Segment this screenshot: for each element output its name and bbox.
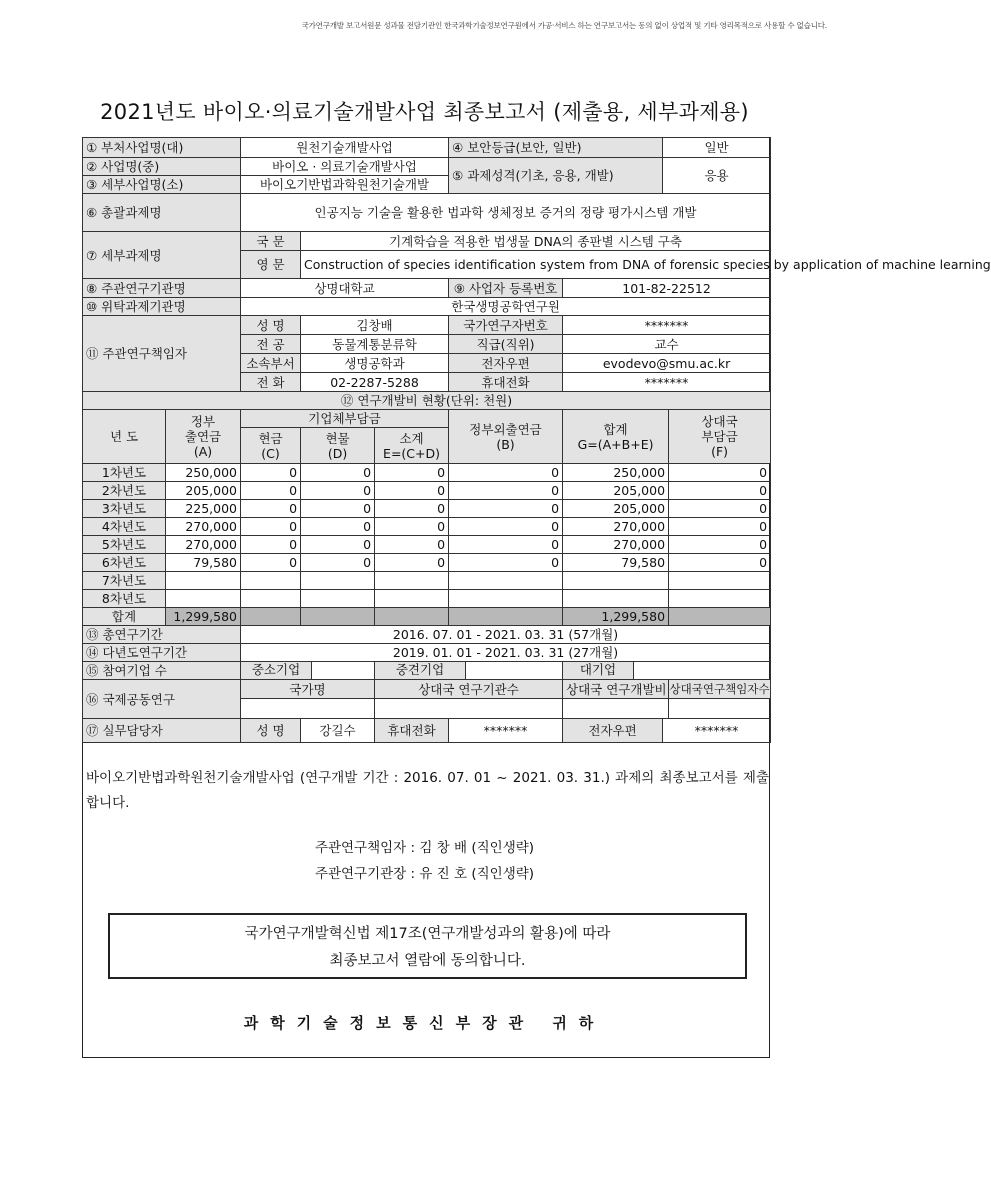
consent-box xyxy=(108,913,747,979)
budget-in-kind: 0 xyxy=(301,554,375,572)
value-lead-institution: 상명대학교 xyxy=(241,279,449,298)
budget-in-kind: 0 xyxy=(301,500,375,518)
label-large: 대기업 xyxy=(563,662,634,679)
budget-row xyxy=(83,518,771,536)
label-contact-email: 전자우편 xyxy=(563,719,663,743)
budget-subtotal: 0 xyxy=(375,536,449,554)
label-pi-department: 소속부서 xyxy=(241,354,301,373)
head-signature-line: 주관연구기관장 : 유 진 호 (직인생략) xyxy=(314,866,535,882)
label-pi-email: 전자우편 xyxy=(449,354,563,373)
label-pi-mobile: 휴대전화 xyxy=(449,373,563,392)
budget-gov: 270,000 xyxy=(166,518,241,536)
budget-in-kind: 0 xyxy=(301,464,375,482)
budget-subtotal: 0 xyxy=(375,500,449,518)
budget-gov: 205,000 xyxy=(166,482,241,500)
value-security-grade: 일반 xyxy=(663,138,771,158)
budget-year: 4차년도 xyxy=(83,518,166,536)
label-sme: 중소기업 xyxy=(241,662,312,679)
budget-section-title: ⑫ 연구개발비 현황(단위: 천원) xyxy=(83,392,771,410)
label-security-grade: ④ 보안등급(보안, 일반) xyxy=(449,138,663,158)
budget-non-gov xyxy=(449,572,563,590)
budget-cash: 0 xyxy=(241,464,301,482)
consent-line-2: 최종보고서 열람에 동의합니다. xyxy=(329,953,526,969)
label-total-period: ⑬ 총연구기간 xyxy=(83,626,241,644)
budget-cash: 0 xyxy=(241,518,301,536)
value-project-nature: 응용 xyxy=(663,158,771,194)
value-pi-mobile: ******* xyxy=(563,373,771,392)
label-contact-person: ⑰ 실무담당자 xyxy=(83,719,241,743)
pi-signature-line: 주관연구책임자 : 김 창 배 (직인생략) xyxy=(314,840,535,856)
budget-year: 8차년도 xyxy=(83,590,166,608)
value-contact-mobile: ******* xyxy=(449,719,563,743)
label-overall-project: ⑥ 총괄과제명 xyxy=(83,194,241,232)
label-korean-title: 국 문 xyxy=(241,232,301,251)
label-project-nature: ⑤ 과제성격(기초, 응용, 개발) xyxy=(449,158,663,194)
header-partner-pis: 상대국연구책임자수 xyxy=(669,680,771,699)
label-international-research: ⑯ 국제공동연구 xyxy=(83,680,241,719)
budget-subtotal xyxy=(375,590,449,608)
large-count-cell xyxy=(563,662,771,680)
budget-total: 205,000 xyxy=(563,482,669,500)
label-contact-mobile: 휴대전화 xyxy=(375,719,449,743)
budget-row xyxy=(83,500,771,518)
label-pi-phone: 전 화 xyxy=(241,373,301,392)
budget-non-gov: 0 xyxy=(449,482,563,500)
copyright-notice: 국가연구개발 보고서원문 성과물 전담기관인 한국과학기술정보연구원에서 가공·서비스 하는 연구보고서는 동의 없이 상업적 및 기타 영리목적으로 사용할 수 없습니다. xyxy=(301,21,827,30)
label-english-title: 영 문 xyxy=(241,251,301,279)
sme-count-cell xyxy=(241,662,375,680)
budget-in-kind: 0 xyxy=(301,482,375,500)
value-researcher-number: ******* xyxy=(563,316,771,335)
label-contact-name: 성 명 xyxy=(241,719,301,743)
value-partner-institutions xyxy=(375,699,563,719)
budget-year: 2차년도 xyxy=(83,482,166,500)
budget-header-government: 정부 출연금 (A) xyxy=(166,410,241,464)
budget-total xyxy=(563,572,669,590)
midsize-count-cell xyxy=(375,662,563,680)
label-researcher-number: 국가연구자번호 xyxy=(449,316,563,335)
budget-non-gov xyxy=(449,590,563,608)
budget-header-subtotal: 소계 E=(C+D) xyxy=(375,428,449,464)
label-pi-rank: 직급(직위) xyxy=(449,335,563,354)
budget-header-partner: 상대국 부담금 (F) xyxy=(669,410,771,464)
budget-gov: 270,000 xyxy=(166,536,241,554)
budget-cash xyxy=(241,572,301,590)
value-pi-rank: 교수 xyxy=(563,335,771,354)
budget-total: 79,580 xyxy=(563,554,669,572)
budget-cash: 0 xyxy=(241,554,301,572)
value-sme xyxy=(312,662,374,679)
label-business-number: ⑨ 사업자 등록번호 xyxy=(449,279,563,298)
value-ministry-program: 원천기술개발사업 xyxy=(241,138,449,158)
label-midsize: 중견기업 xyxy=(375,662,466,679)
value-pi-email: evodevo@smu.ac.kr xyxy=(563,354,771,373)
budget-gov xyxy=(166,572,241,590)
budget-cash: 0 xyxy=(241,500,301,518)
budget-row xyxy=(83,554,771,572)
budget-gov xyxy=(166,590,241,608)
budget-total-non-gov xyxy=(449,608,563,626)
budget-subtotal: 0 xyxy=(375,518,449,536)
budget-partner xyxy=(669,590,771,608)
budget-in-kind: 0 xyxy=(301,518,375,536)
value-contact-email: ******* xyxy=(663,719,771,743)
value-english-title: Construction of species identification system from DNA of forensic species by application of machine learning xyxy=(301,251,771,279)
header-country: 국가명 xyxy=(241,680,375,699)
value-overall-project: 인공지능 기술을 활용한 법과학 생체정보 증거의 정량 평가시스템 개발 xyxy=(241,194,771,232)
label-pi-major: 전 공 xyxy=(241,335,301,354)
budget-total: 250,000 xyxy=(563,464,669,482)
value-contact-name: 강길수 xyxy=(301,719,375,743)
budget-in-kind: 0 xyxy=(301,536,375,554)
budget-cash xyxy=(241,590,301,608)
value-total-period: 2016. 07. 01 - 2021. 03. 31 (57개월) xyxy=(241,626,771,644)
budget-non-gov: 0 xyxy=(449,536,563,554)
budget-total-sum: 1,299,580 xyxy=(563,608,669,626)
budget-total: 205,000 xyxy=(563,500,669,518)
value-midsize xyxy=(466,662,562,679)
budget-subtotal xyxy=(375,572,449,590)
label-ministry-program: ① 부처사업명(대) xyxy=(83,138,241,158)
label-participating-companies: ⑮ 참여기업 수 xyxy=(83,662,241,680)
value-korean-title: 기계학습을 적용한 법생물 DNA의 종판별 시스템 구축 xyxy=(301,232,771,251)
budget-total-in-kind xyxy=(301,608,375,626)
budget-row xyxy=(83,590,771,608)
budget-total xyxy=(563,590,669,608)
value-business-number: 101-82-22512 xyxy=(563,279,771,298)
budget-total: 270,000 xyxy=(563,536,669,554)
budget-partner: 0 xyxy=(669,482,771,500)
report-title: 2021년도 바이오·의료기술개발사업 최종보고서 (제출용, 세부과제용) xyxy=(100,100,749,124)
value-program: 바이오 · 의료기술개발사업 xyxy=(241,158,449,176)
value-country xyxy=(241,699,375,719)
budget-header-in-kind: 현물 (D) xyxy=(301,428,375,464)
budget-header-non-government: 정부외출연금 (B) xyxy=(449,410,563,464)
label-sub-project: ⑦ 세부과제명 xyxy=(83,232,241,279)
budget-partner xyxy=(669,572,771,590)
budget-gov: 79,580 xyxy=(166,554,241,572)
value-pi-major: 동물계통분류학 xyxy=(301,335,449,354)
budget-header-total: 합계 G=(A+B+E) xyxy=(563,410,669,464)
budget-cash: 0 xyxy=(241,482,301,500)
budget-year: 6차년도 xyxy=(83,554,166,572)
value-partner-pis xyxy=(669,699,771,719)
label-program: ② 사업명(중) xyxy=(83,158,241,176)
value-large xyxy=(634,662,770,679)
budget-in-kind xyxy=(301,590,375,608)
value-sub-program: 바이오기반법과학원천기술개발 xyxy=(241,176,449,194)
label-principal-investigator: ⑪ 주관연구책임자 xyxy=(83,316,241,392)
budget-row xyxy=(83,536,771,554)
value-pi-department: 생명공학과 xyxy=(301,354,449,373)
submission-statement: 바이오기반법과학원천기술개발사업 (연구개발 기간 : 2016. 07. 01 ~ 2021. 03. 31.) 과제의 최종보고서를 제출합니다. xyxy=(86,770,769,811)
budget-non-gov: 0 xyxy=(449,518,563,536)
budget-partner: 0 xyxy=(669,518,771,536)
value-commissioned-institution: 한국생명공학연구원 xyxy=(241,298,771,316)
budget-non-gov: 0 xyxy=(449,554,563,572)
budget-subtotal: 0 xyxy=(375,554,449,572)
budget-gov: 225,000 xyxy=(166,500,241,518)
budget-header-cash: 현금 (C) xyxy=(241,428,301,464)
budget-year: 5차년도 xyxy=(83,536,166,554)
value-pi-phone: 02-2287-5288 xyxy=(301,373,449,392)
budget-year: 1차년도 xyxy=(83,464,166,482)
budget-partner: 0 xyxy=(669,536,771,554)
consent-line-1: 국가연구개발혁신법 제17조(연구개발성과의 활용)에 따라 xyxy=(244,926,611,942)
budget-total-gov: 1,299,580 xyxy=(166,608,241,626)
budget-total-cash xyxy=(241,608,301,626)
budget-partner: 0 xyxy=(669,500,771,518)
budget-header-year: 년 도 xyxy=(83,410,166,464)
value-multiyear-period: 2019. 01. 01 - 2021. 03. 31 (27개월) xyxy=(241,644,771,662)
budget-total-label: 합계 xyxy=(83,608,166,626)
label-commissioned-institution: ⑩ 위탁과제기관명 xyxy=(83,298,241,316)
budget-row xyxy=(83,572,771,590)
budget-subtotal: 0 xyxy=(375,464,449,482)
budget-total: 270,000 xyxy=(563,518,669,536)
budget-gov: 250,000 xyxy=(166,464,241,482)
budget-total-subtotal xyxy=(375,608,449,626)
budget-row xyxy=(83,464,771,482)
addressee: 과학기술정보통신부장관 귀하 xyxy=(243,1014,606,1032)
label-multiyear-period: ⑭ 다년도연구기간 xyxy=(83,644,241,662)
budget-in-kind xyxy=(301,572,375,590)
budget-total-row xyxy=(83,608,771,626)
budget-non-gov: 0 xyxy=(449,464,563,482)
value-partner-budget xyxy=(563,699,669,719)
budget-header-corporate: 기업체부담금 xyxy=(241,410,449,428)
budget-subtotal: 0 xyxy=(375,482,449,500)
header-partner-institutions: 상대국 연구기관수 xyxy=(375,680,563,699)
budget-row xyxy=(83,482,771,500)
header-partner-budget: 상대국 연구개발비 xyxy=(563,680,669,699)
budget-partner: 0 xyxy=(669,464,771,482)
budget-year: 7차년도 xyxy=(83,572,166,590)
label-pi-name: 성 명 xyxy=(241,316,301,335)
label-lead-institution: ⑧ 주관연구기관명 xyxy=(83,279,241,298)
budget-partner: 0 xyxy=(669,554,771,572)
value-pi-name: 김창배 xyxy=(301,316,449,335)
budget-year: 3차년도 xyxy=(83,500,166,518)
report-info-table xyxy=(82,137,991,743)
label-sub-program: ③ 세부사업명(소) xyxy=(83,176,241,194)
budget-cash: 0 xyxy=(241,536,301,554)
budget-non-gov: 0 xyxy=(449,500,563,518)
budget-total-partner xyxy=(669,608,771,626)
